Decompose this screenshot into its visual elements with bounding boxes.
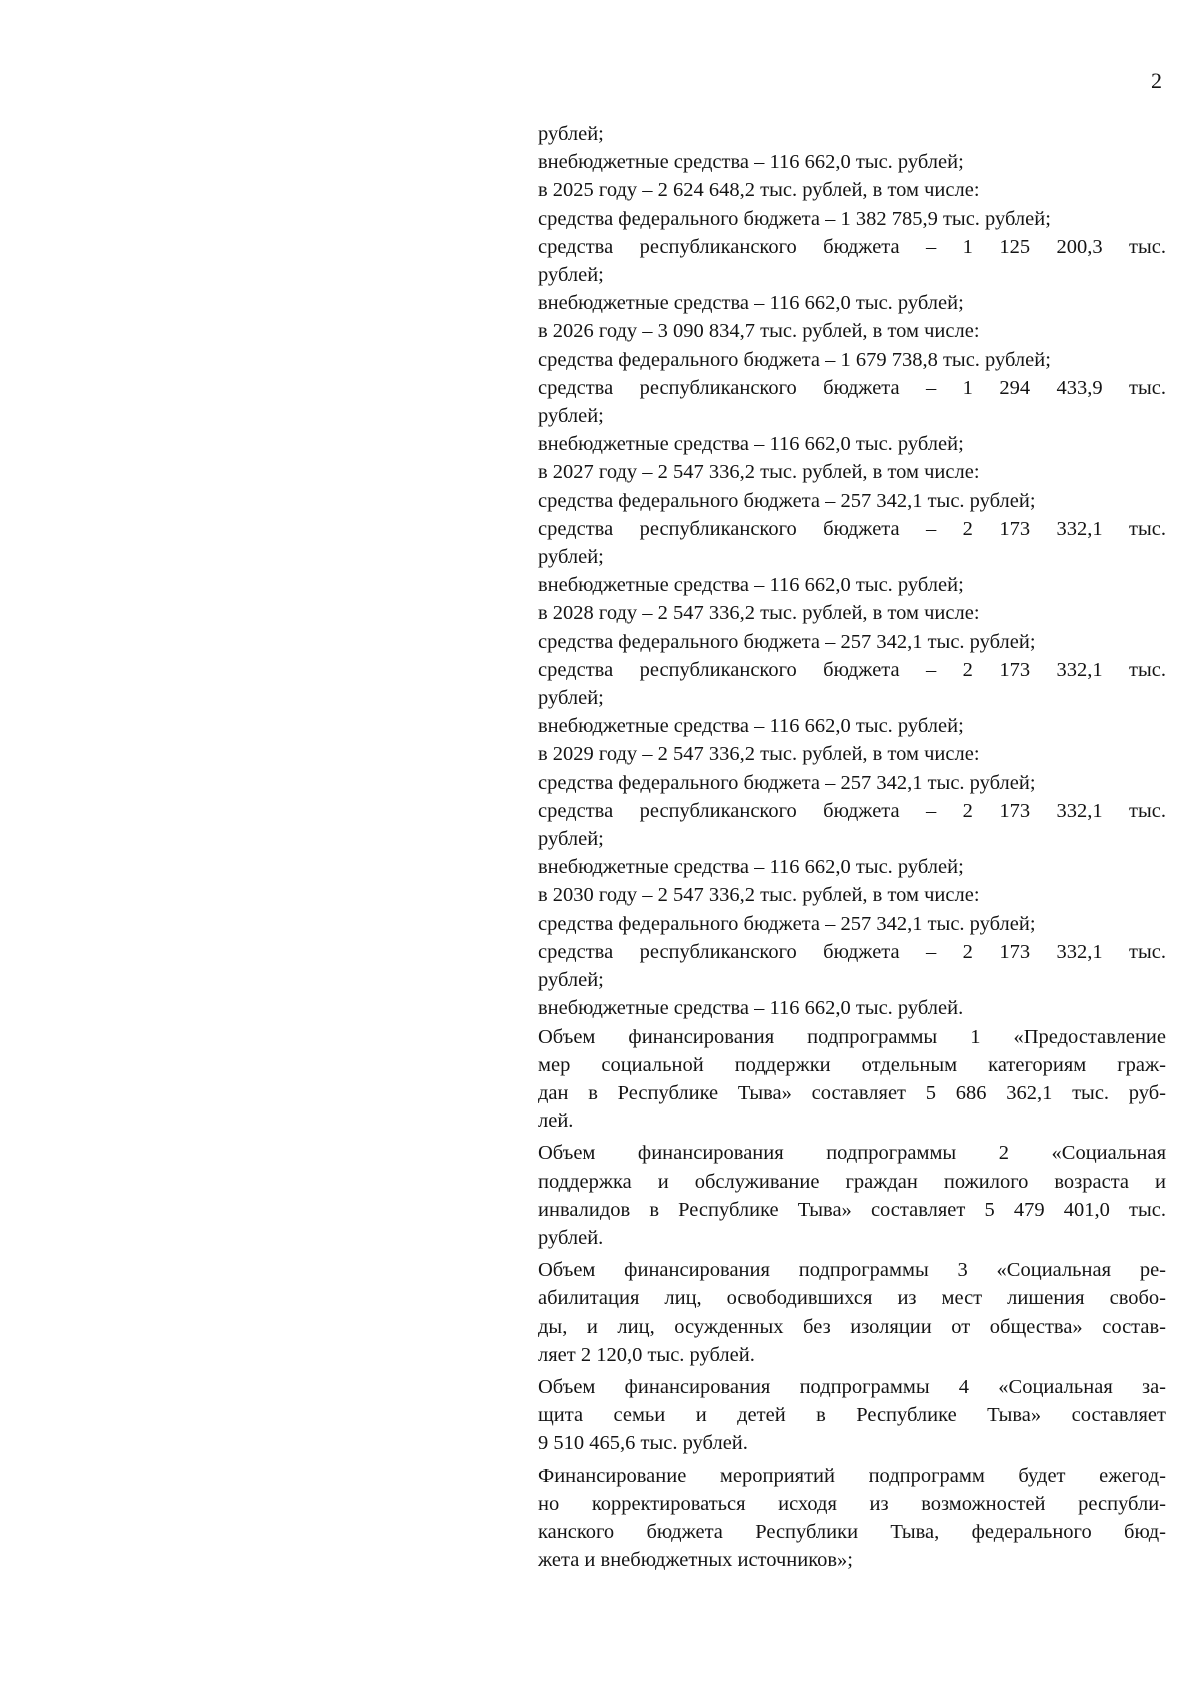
text-line: мер социальной поддержки отдельным категориям граж- bbox=[538, 1053, 1166, 1076]
text-line: 9 510 465,6 тыс. рублей. bbox=[538, 1432, 748, 1455]
text-line: Объем финансирования подпрограммы 2 «Социальная bbox=[538, 1142, 1166, 1165]
text-line: средства республиканского бюджета – 1 125 200,3 тыс. bbox=[538, 235, 1166, 258]
page-number: 2 bbox=[1151, 68, 1162, 93]
text-line: средства республиканского бюджета – 2 173 332,1 тыс. bbox=[538, 799, 1166, 822]
text-line: средства федерального бюджета – 1 382 785,9 тыс. рублей; bbox=[538, 207, 1051, 230]
text-line: внебюджетные средства – 116 662,0 тыс. рублей; bbox=[538, 856, 964, 879]
text-line: но корректироваться исходя из возможностей республи- bbox=[538, 1492, 1166, 1515]
text-line: абилитация лиц, освободившихся из мест лишения свобо- bbox=[538, 1287, 1166, 1310]
text-line: рублей; bbox=[538, 405, 604, 428]
text-line: в 2029 году – 2 547 336,2 тыс. рублей, в том числе: bbox=[538, 743, 980, 766]
text-line: лей. bbox=[538, 1110, 574, 1133]
text-line: поддержка и обслуживание граждан пожилого возраста и bbox=[538, 1170, 1166, 1193]
text-line: в 2025 году – 2 624 648,2 тыс. рублей, в том числе: bbox=[538, 179, 980, 202]
text-line: инвалидов в Республике Тыва» составляет 5 479 401,0 тыс. bbox=[538, 1198, 1166, 1221]
text-line: внебюджетные средства – 116 662,0 тыс. рублей. bbox=[538, 997, 964, 1020]
text-line: рублей; bbox=[538, 264, 604, 287]
document-body bbox=[538, 120, 1166, 1574]
text-line: ляет 2 120,0 тыс. рублей. bbox=[538, 1343, 755, 1366]
text-line: щита семьи и детей в Республике Тыва» составляет bbox=[538, 1404, 1166, 1427]
text-line: средства федерального бюджета – 257 342,1 тыс. рублей; bbox=[538, 912, 1036, 935]
text-line: канского бюджета Республики Тыва, федерального бюд- bbox=[538, 1520, 1166, 1543]
text-line: внебюджетные средства – 116 662,0 тыс. рублей; bbox=[538, 433, 964, 456]
text-line: средства республиканского бюджета – 2 173 332,1 тыс. bbox=[538, 517, 1166, 540]
text-line: рублей; bbox=[538, 687, 604, 710]
text-line: рублей; bbox=[538, 969, 604, 992]
text-line: средства федерального бюджета – 257 342,1 тыс. рублей; bbox=[538, 630, 1036, 653]
text-line: внебюджетные средства – 116 662,0 тыс. рублей; bbox=[538, 292, 964, 315]
text-line: жета и внебюджетных источников»; bbox=[538, 1549, 853, 1572]
text-line: в 2026 году – 3 090 834,7 тыс. рублей, в том числе: bbox=[538, 320, 980, 343]
text-line: Финансирование мероприятий подпрограмм будет ежегод- bbox=[538, 1464, 1166, 1487]
text-line: в 2028 году – 2 547 336,2 тыс. рублей, в том числе: bbox=[538, 602, 980, 625]
text-line: внебюджетные средства – 116 662,0 тыс. рублей; bbox=[538, 574, 964, 597]
text-line: внебюджетные средства – 116 662,0 тыс. рублей; bbox=[538, 715, 964, 738]
text-line: рублей; bbox=[538, 828, 604, 851]
text-line: Объем финансирования подпрограммы 4 «Социальная за- bbox=[538, 1375, 1166, 1398]
text-line: в 2027 году – 2 547 336,2 тыс. рублей, в том числе: bbox=[538, 461, 980, 484]
text-line: Объем финансирования подпрограммы 3 «Социальная ре- bbox=[538, 1259, 1166, 1282]
text-line: средства республиканского бюджета – 2 173 332,1 тыс. bbox=[538, 940, 1166, 963]
text-line: средства федерального бюджета – 1 679 738,8 тыс. рублей; bbox=[538, 348, 1051, 371]
text-line: Объем финансирования подпрограммы 1 «Предоставление bbox=[538, 1025, 1166, 1048]
text-line: рублей; bbox=[538, 123, 604, 145]
text-line: рублей; bbox=[538, 546, 604, 569]
text-line: дан в Республике Тыва» составляет 5 686 362,1 тыс. руб- bbox=[538, 1081, 1166, 1104]
text-line: средства федерального бюджета – 257 342,1 тыс. рублей; bbox=[538, 771, 1036, 794]
text-line: ды, и лиц, осужденных без изоляции от общества» состав- bbox=[538, 1315, 1166, 1338]
text-line: в 2030 году – 2 547 336,2 тыс. рублей, в том числе: bbox=[538, 884, 980, 907]
text-line: рублей. bbox=[538, 1226, 604, 1249]
text-line: средства федерального бюджета – 257 342,1 тыс. рублей; bbox=[538, 489, 1036, 512]
text-line: средства республиканского бюджета – 2 173 332,1 тыс. bbox=[538, 658, 1166, 681]
text-line: внебюджетные средства – 116 662,0 тыс. рублей; bbox=[538, 151, 964, 174]
text-line: средства республиканского бюджета – 1 294 433,9 тыс. bbox=[538, 376, 1166, 399]
